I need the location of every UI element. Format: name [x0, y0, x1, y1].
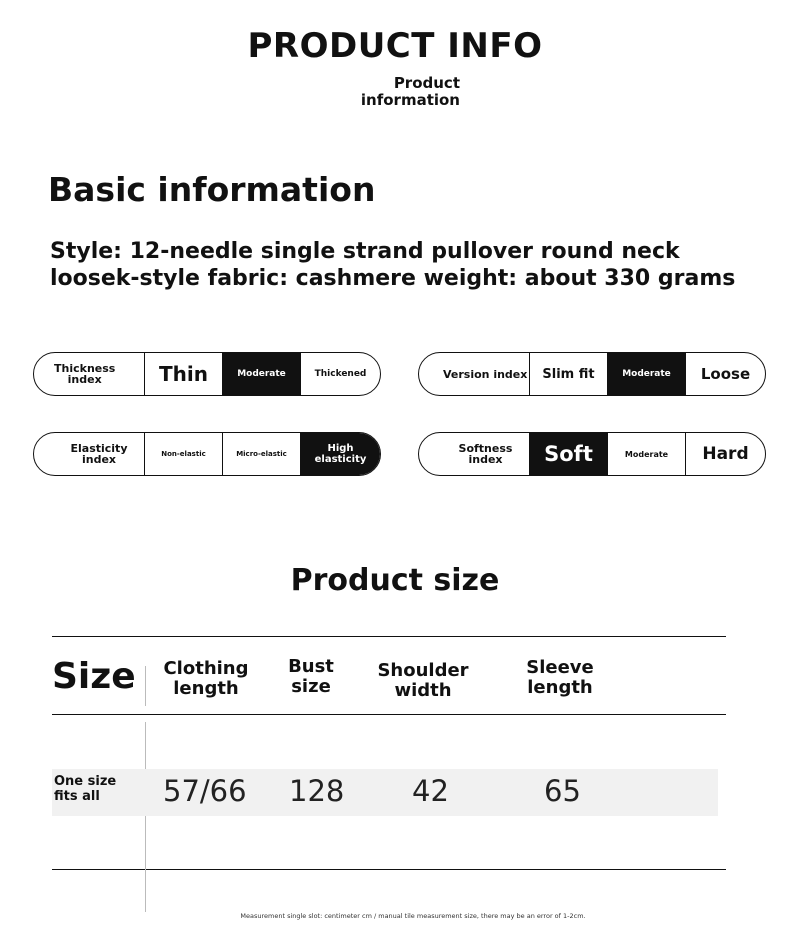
elasticity-index-label: Elasticity index: [70, 442, 128, 466]
elasticity-index-scale: [33, 432, 381, 476]
value-bust-size: 128: [289, 774, 345, 808]
value-shoulder-width: 42: [412, 774, 449, 808]
table-top-rule: [52, 636, 726, 637]
softness-option-soft: Soft: [529, 433, 607, 475]
thickness-option-thickened: Thickened: [300, 353, 380, 395]
thickness-index-label: Thickness index: [54, 362, 116, 386]
product-size-heading: Product size: [290, 563, 500, 598]
version-index-label: Version index: [443, 367, 528, 381]
size-label: Size: [52, 656, 136, 697]
description-line-1: Style: 12-needle single strand pullover round neck: [50, 239, 680, 264]
body-divider: [145, 722, 146, 912]
column-bust-size: Bust size: [288, 656, 334, 697]
version-index-scale: [418, 352, 766, 396]
table-row: [52, 769, 718, 816]
thickness-option-thin: Thin: [144, 353, 222, 395]
value-clothing-length: 57/66: [163, 774, 247, 808]
elasticity-option-high-elasticity: High elasticity: [300, 433, 380, 475]
softness-index-label: Softness index: [458, 442, 513, 466]
column-shoulder-width: Shoulder width: [377, 660, 469, 701]
column-sleeve-length: Sleeve length: [526, 657, 594, 698]
row-label-one-size: One size fits all: [54, 774, 117, 804]
softness-option-moderate: Moderate: [607, 433, 685, 475]
version-option-moderate: Moderate: [607, 353, 685, 395]
elasticity-option-non-elastic: Non-elastic: [144, 433, 222, 475]
softness-option-hard: Hard: [685, 433, 765, 475]
elasticity-option-micro-elastic: Micro-elastic: [222, 433, 300, 475]
column-clothing-length: Clothing length: [163, 658, 249, 699]
thickness-option-moderate: Moderate: [222, 353, 300, 395]
value-sleeve-length: 65: [544, 774, 581, 808]
version-option-loose: Loose: [685, 353, 765, 395]
header-divider: [145, 666, 146, 706]
table-header-rule: [52, 714, 726, 715]
page-title: PRODUCT INFO: [247, 26, 543, 66]
description-line-2: loosek-style fabric: cashmere weight: about 330 grams: [50, 266, 736, 291]
table-bottom-rule: [52, 869, 726, 870]
page-subtitle: Product information: [360, 74, 460, 109]
measurement-note: Measurement single slot: centimeter cm / manual tile measurement size, there may be an error of 1-2cm.: [240, 912, 586, 920]
basic-info-description: [50, 238, 735, 292]
softness-index-scale: [418, 432, 766, 476]
version-option-slim-fit: Slim fit: [529, 353, 607, 395]
basic-info-heading: Basic information: [48, 170, 376, 209]
thickness-index-scale: [33, 352, 381, 396]
